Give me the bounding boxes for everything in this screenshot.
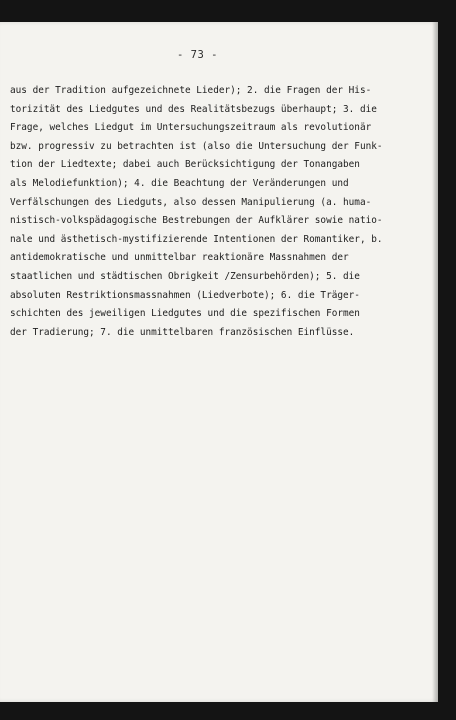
- body-text: [10, 82, 405, 342]
- text-line: aus der Tradition aufgezeichnete Lieder); 2. die Fragen der His-: [10, 85, 372, 96]
- text-line: bzw. progressiv zu betrachten ist (also die Untersuchung der Funk-: [10, 140, 383, 152]
- text-line: nistisch-volkspädagogische Bestrebungen der Aufklärer sowie natio-: [10, 215, 383, 227]
- text-line: staatlichen und städtischen Obrigkeit /Zensurbehörden); 5. die: [10, 270, 360, 282]
- document-page: [0, 22, 438, 702]
- text-line: der Tradierung; 7. die unmittelbaren französischen Einflüsse.: [10, 326, 355, 338]
- text-line: tion der Liedtexte; dabei auch Berücksichtigung der Tonangaben: [10, 159, 360, 171]
- text-line: antidemokratische und unmittelbar reaktionäre Massnahmen der: [10, 252, 349, 264]
- text-line: als Melodiefunktion); 4. die Beachtung der Veränderungen und: [10, 177, 349, 189]
- text-line: torizität des Liedgutes und des Realitätsbezugs überhaupt; 3. die: [10, 103, 377, 115]
- text-line: nale und ästhetisch-mystifizierende Intentionen der Romantiker, b.: [10, 233, 383, 245]
- page-number: - 73 -: [177, 49, 218, 61]
- text-line: Verfälschungen des Liedguts, also dessen Manipulierung (a. huma-: [10, 196, 372, 208]
- page-edge-shadow: [432, 22, 438, 702]
- text-line: Frage, welches Liedgut im Untersuchungszeitraum als revolutionär: [10, 122, 372, 134]
- text-line: schichten des jeweiligen Liedgutes und die spezifischen Formen: [10, 308, 360, 320]
- text-line: absoluten Restriktionsmassnahmen (Liedverbote); 6. die Träger-: [10, 289, 360, 301]
